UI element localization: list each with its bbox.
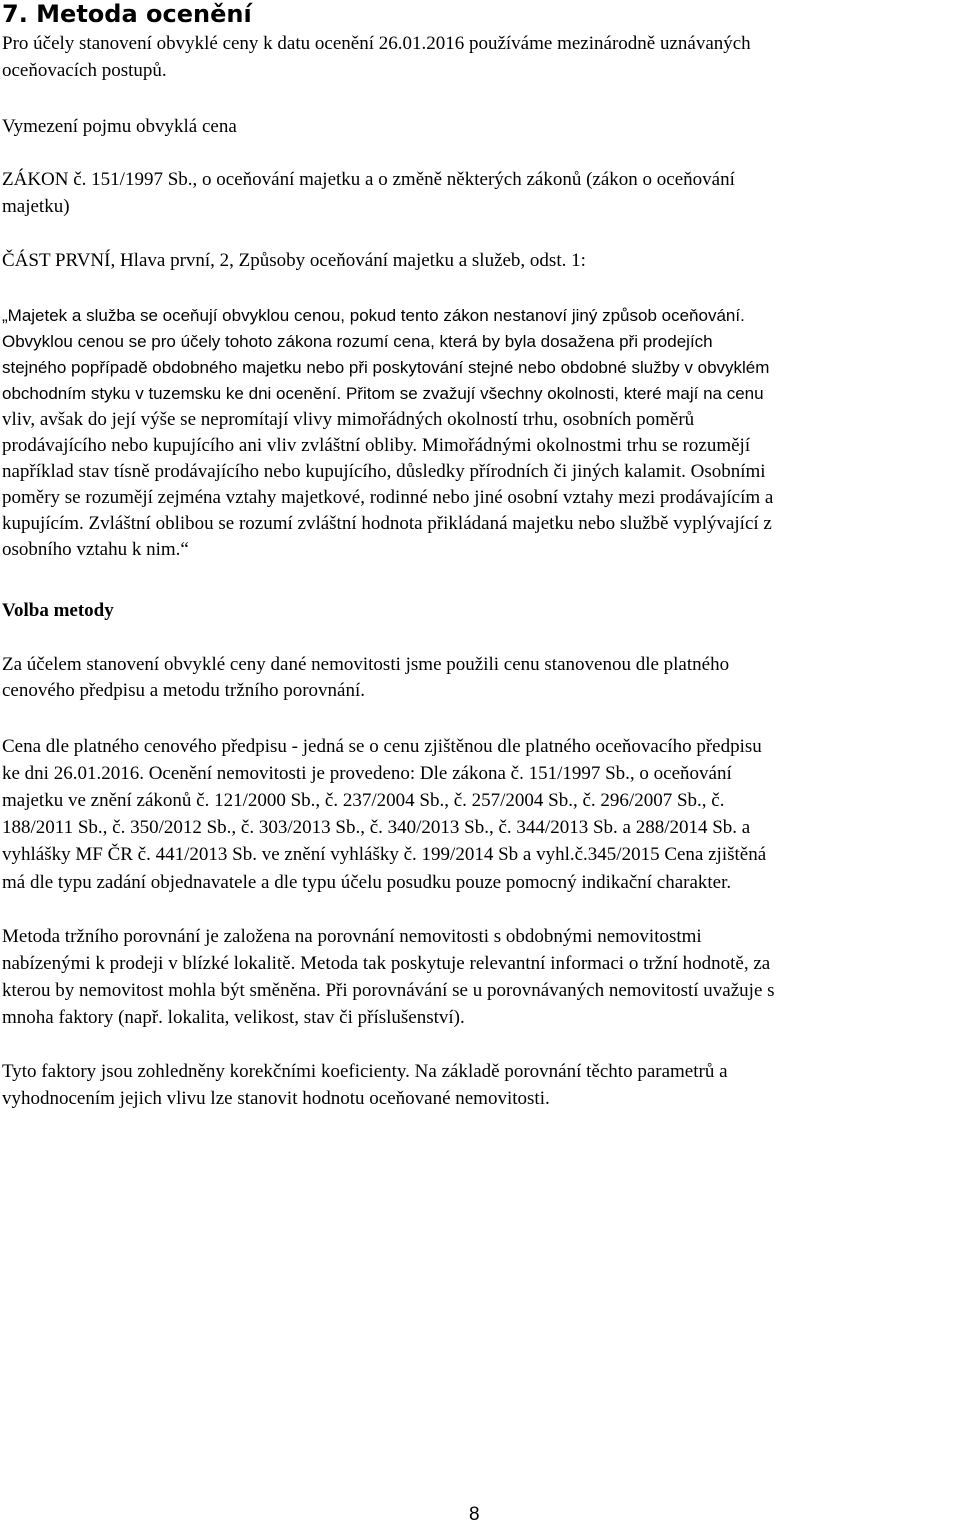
quote-line-3: stejného popřípadě obdobného majetku nebo při poskytování stejné nebo obdobné služby v obvyklém bbox=[2, 358, 770, 377]
factors-line-2: vyhodnocením jejich vlivu lze stanovit hodnotu oceňované nemovitosti. bbox=[2, 1088, 550, 1109]
market-comparison-line-4: mnoha faktory (např. lokalita, velikost, stav či příslušenství). bbox=[2, 1007, 465, 1028]
quote-line-2: Obvyklou cenou se pro účely tohoto zákona rozumí cena, která by byla dosažena při prodejích bbox=[2, 332, 713, 351]
market-comparison-line-2: nabízenými k prodeji v blízké lokalitě. Metoda tak poskytuje relevantní informaci o tržní hodnotě, za bbox=[2, 953, 771, 974]
quote-line-4: obchodním styku v tuzemsku ke dni ocenění. Přitom se zvažují všechny okolnosti, které mají na cenu bbox=[2, 384, 764, 403]
law-title-line-1: ZÁKON č. 151/1997 Sb., o oceňování majetku a o změně některých zákonů (zákon o oceňování bbox=[2, 169, 735, 190]
intro-line-1: Pro účely stanovení obvyklé ceny k datu ocenění 26.01.2016 používáme mezinárodně uznávaných bbox=[2, 33, 751, 54]
law-section-reference: ČÁST PRVNÍ, Hlava první, 2, Způsoby oceňování majetku a služeb, odst. 1: bbox=[2, 250, 586, 271]
price-regulation-line-2: ke dni 26.01.2016. Ocenění nemovitosti je provedeno: Dle zákona č. 151/1997 Sb., o oceňování bbox=[2, 763, 732, 784]
method-choice-line-1: Za účelem stanovení obvyklé ceny dané nemovitosti jsme použili cenu stanovenou dle platného bbox=[2, 654, 730, 675]
section-heading: 7. Metoda ocenění bbox=[2, 0, 252, 28]
price-regulation-line-3: majetku ve znění zákonů č. 121/2000 Sb., č. 237/2004 Sb., č. 257/2004 Sb., č. 296/2007 Sb., č. bbox=[2, 790, 725, 811]
quote-line-8: poměry se rozumějí zejména vztahy majetkové, rodinné nebo jiné osobní vztahy mezi prodávajícím a bbox=[2, 487, 774, 508]
factors-line-1: Tyto faktory jsou zohledněny korekčními koeficienty. Na základě porovnání těchto parametrů a bbox=[2, 1061, 728, 1082]
quote-line-10: osobního vztahu k nim.“ bbox=[2, 539, 189, 560]
price-regulation-line-1: Cena dle platného cenového předpisu - jedná se o cenu zjištěnou dle platného oceňovacího předpisu bbox=[2, 736, 762, 757]
market-comparison-line-3: kterou by nemovitost mohla být směněna. Při porovnávání se u porovnávaných nemovitostí uvažuje s bbox=[2, 980, 775, 1001]
method-choice-line-2: cenového předpisu a metodu tržního porovnání. bbox=[2, 680, 366, 701]
quote-line-9: kupujícím. Zvláštní oblibou se rozumí zvláštní hodnota přikládaná majetku nebo službě vyplývající z bbox=[2, 513, 772, 534]
quote-line-6: prodávajícího nebo kupujícího ani vliv zvláštní obliby. Mimořádnými okolnostmi trhu se rozumějí bbox=[2, 435, 751, 456]
intro-line-2: oceňovacích postupů. bbox=[2, 60, 167, 81]
quote-line-1: „Majetek a služba se oceňují obvyklou cenou, pokud tento zákon nestanoví jiný způsob oceňování. bbox=[2, 306, 745, 325]
price-regulation-line-5: vyhlášky MF ČR č. 441/2013 Sb. ve znění vyhlášky č. 199/2014 Sb a vyhl.č.345/2015 Cena zjištěná bbox=[2, 844, 767, 865]
subheading-definition: Vymezení pojmu obvyklá cena bbox=[2, 116, 237, 137]
market-comparison-line-1: Metoda tržního porovnání je založena na porovnání nemovitosti s obdobnými nemovitostmi bbox=[2, 926, 702, 947]
page-number: 8 bbox=[469, 1504, 480, 1525]
price-regulation-line-6: má dle typu zadání objednavatele a dle typu účelu posudku pouze pomocný indikační charakter. bbox=[2, 872, 732, 893]
quote-line-7: například stav tísně prodávajícího nebo kupujícího, důsledky přírodních či jiných kalamit. Osobními bbox=[2, 461, 766, 482]
price-regulation-line-4: 188/2011 Sb., č. 350/2012 Sb., č. 303/2013 Sb., č. 340/2013 Sb., č. 344/2013 Sb. a 288/2014 Sb. a bbox=[2, 817, 751, 838]
quote-line-5: vliv, avšak do její výše se nepromítají vlivy mimořádných okolností trhu, osobních poměrů bbox=[2, 409, 695, 430]
subheading-method-choice: Volba metody bbox=[2, 600, 114, 621]
law-title-line-2: majetku) bbox=[2, 196, 70, 217]
